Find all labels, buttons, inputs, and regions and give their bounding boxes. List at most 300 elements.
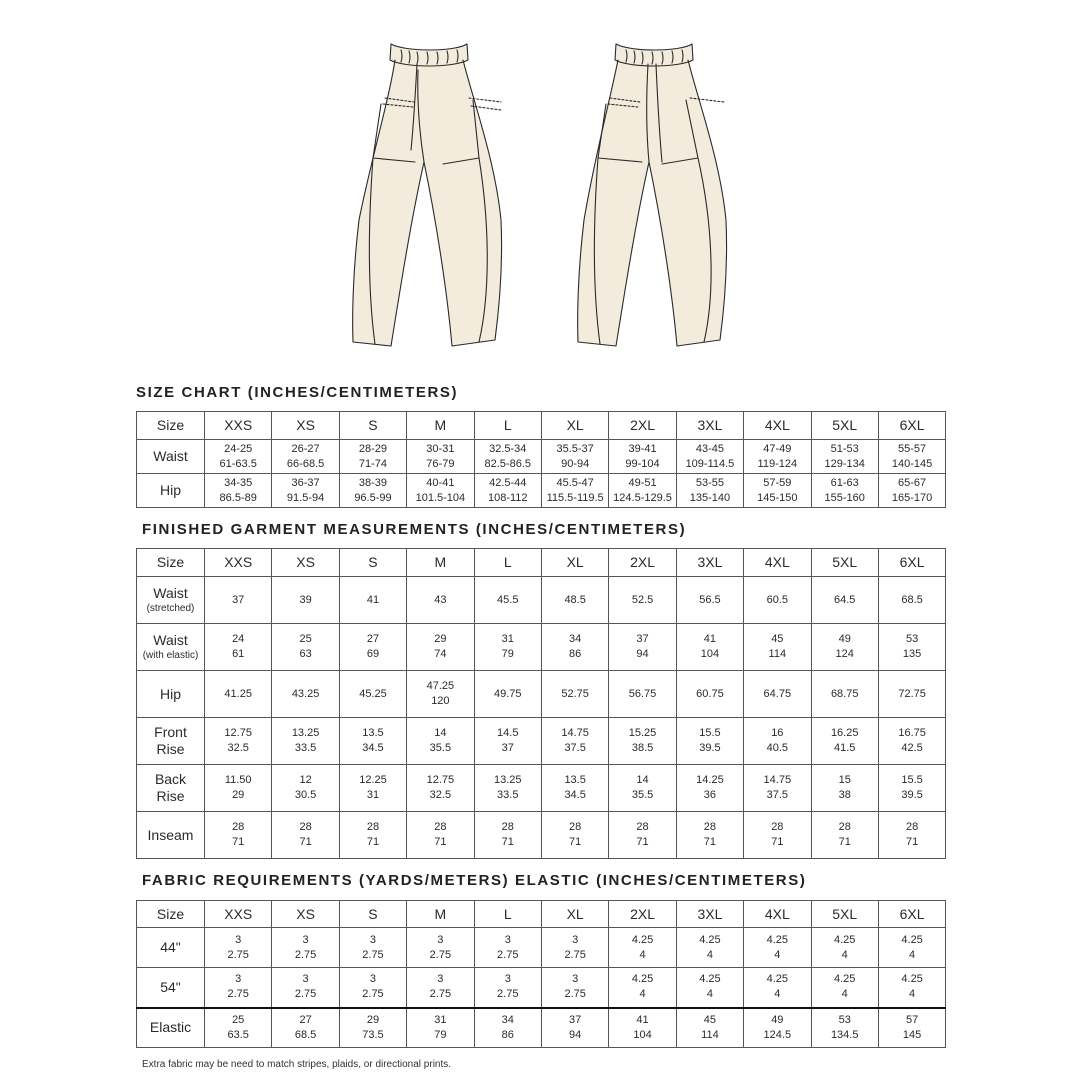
cell-imperial: 53 [838,1013,851,1026]
table-cell [272,1008,339,1048]
cell-imperial: 4.25 [631,933,654,946]
cell-metric: 35.5 [429,742,452,754]
table-cell [541,671,608,718]
cell-metric: 119-124 [757,457,798,470]
cell-metric: 94 [569,1028,582,1041]
cell-metric: 4 [774,988,781,1001]
cell-imperial: 3 [302,973,309,986]
row-label-sub: Rise [156,788,185,804]
size-header-xxs: XXS [205,901,272,928]
cell-imperial: 72.75 [898,687,926,700]
cell-metric: 145 [902,1028,922,1041]
cell-metric: 114 [701,1028,719,1041]
cell-imperial: 43.25 [291,687,320,700]
cell-metric: 71 [501,836,514,848]
table-cell [407,718,474,765]
table-cell [878,928,945,968]
table-cell [609,624,676,671]
cell-imperial: 68.75 [830,687,859,700]
cell-metric: 32.5 [227,742,249,754]
table-cell [407,624,474,671]
size-header-5xl: 5XL [811,412,878,440]
cell-metric: 4 [774,948,781,961]
size-header-xxs: XXS [205,412,272,440]
table-cell [541,718,608,765]
cell-imperial: 28-29 [358,442,388,455]
table-cell [407,474,474,508]
table-cell [811,928,878,968]
cell-metric: 124 [835,648,854,660]
cell-metric: 71 [636,836,649,848]
cell-imperial: 37 [569,1013,582,1026]
table-cell [205,718,272,765]
cell-imperial: 34 [501,1013,514,1026]
table-cell [205,765,272,812]
cell-metric: 39.5 [699,742,721,754]
table-cell [339,671,406,718]
footnote: Extra fabric may be need to match stripes, plaids, or directional prints. [142,1059,452,1070]
table-cell [744,928,811,968]
cell-imperial: 45.5 [497,593,519,606]
cell-imperial: 34 [569,633,582,645]
cell-imperial: 4.25 [766,973,789,986]
cell-imperial: 49.75 [493,687,522,700]
cell-metric: 34.5 [564,789,586,801]
table-cell [541,928,608,968]
cell-imperial: 37 [232,593,245,606]
table-row [137,671,946,718]
table-cell [609,765,676,812]
table-cell [811,718,878,765]
cell-imperial: 28 [232,821,245,833]
cell-metric: 96.5-99 [354,491,392,504]
cell-metric: 38 [838,789,851,801]
cell-imperial: 4.25 [901,933,923,946]
table-cell [339,765,406,812]
table-cell [676,928,743,968]
table-cell [272,474,339,508]
table-cell [541,765,608,812]
cell-imperial: 28 [636,821,649,833]
cell-metric: 4 [639,948,646,961]
table-row [137,577,946,624]
cell-imperial: 28 [501,821,514,833]
table-cell [744,718,811,765]
table-cell [205,968,272,1008]
cell-imperial: 16.25 [830,727,859,739]
cell-imperial: 24-25 [224,442,253,455]
header-row [137,412,946,440]
cell-metric: 2.75 [429,948,452,961]
cell-imperial: 15 [838,774,851,786]
cell-metric: 71 [366,836,380,848]
table-cell [474,474,541,508]
cell-imperial: 47.25 [426,680,455,692]
table-cell [407,577,474,624]
cell-imperial: 55-57 [898,442,927,455]
table-cell [878,765,945,812]
cell-imperial: 28 [299,821,312,833]
fabric-requirements-table [136,900,946,1048]
cell-imperial: 14.5 [497,727,519,739]
cell-imperial: 27 [299,1013,312,1026]
table-cell [609,1008,676,1048]
cell-imperial: 35.5-37 [556,442,594,455]
cell-metric: 90-94 [561,457,590,470]
cell-imperial: 3 [504,973,511,986]
cell-metric: 82.5-86.5 [484,457,531,470]
cell-imperial: 12.25 [359,774,387,786]
cell-imperial: 4.25 [901,973,923,986]
header-row [137,901,946,928]
cell-imperial: 3 [572,933,579,946]
cell-metric: 109-114.5 [685,457,735,470]
cell-imperial: 28 [703,821,717,833]
cell-imperial: 13.5 [362,727,384,739]
cell-metric: 4 [909,948,916,961]
table-cell [272,968,339,1008]
table-cell [744,624,811,671]
table-cell [272,928,339,968]
table-cell [541,812,608,859]
size-header-xl: XL [541,549,608,577]
cell-metric: 2.75 [564,948,586,961]
cell-metric: 71 [771,836,784,848]
cell-imperial: 16.75 [898,727,926,739]
table-cell [676,624,743,671]
cell-imperial: 3 [235,973,242,986]
cell-imperial: 3 [369,933,377,946]
cell-metric: 86 [569,648,582,660]
cell-imperial: 60.5 [766,593,789,606]
cell-metric: 69 [366,648,380,660]
table-cell [474,928,541,968]
table-cell [407,765,474,812]
table-cell [609,718,676,765]
cell-metric: 38.5 [631,742,654,754]
table-cell [205,474,272,508]
size-header-2xl: 2XL [609,901,676,928]
row-label-text: Waist [153,631,188,648]
cell-metric: 66-68.5 [286,457,325,470]
table-cell [811,765,878,812]
cell-imperial: 28 [838,821,851,833]
row-label-text: Hip [159,685,181,702]
table-cell [205,928,272,968]
size-header-5xl: 5XL [811,549,878,577]
size-chart-title: SIZE CHART (INCHES/CENTIMETERS) [136,384,459,401]
row-label [137,968,205,1008]
table-cell [272,440,339,474]
size-header-6xl: 6XL [878,412,945,440]
cell-metric: 2.75 [429,988,452,1001]
cell-metric: 31 [366,789,380,801]
table-row [137,765,946,812]
table-cell [609,577,676,624]
table-cell [609,812,676,859]
table-cell [205,624,272,671]
cell-imperial: 56.75 [628,687,657,700]
table-cell [878,624,945,671]
cell-metric: 104 [633,1028,652,1041]
cell-imperial: 26-27 [291,442,320,455]
cell-imperial: 38-39 [358,476,388,489]
table-cell [407,968,474,1008]
row-label [137,812,205,859]
table-cell [744,577,811,624]
header-row [137,549,946,577]
cell-imperial: 37 [636,633,649,645]
cell-imperial: 52.5 [631,593,654,606]
row-label [137,671,205,718]
cell-imperial: 40-41 [426,476,455,489]
table-row [137,968,946,1008]
cell-imperial: 53 [905,633,919,645]
cell-imperial: 30-31 [426,442,455,455]
table-cell [407,928,474,968]
cell-imperial: 60.75 [696,687,724,700]
cell-metric: 30.5 [294,789,317,801]
cell-imperial: 43-45 [695,442,724,455]
size-header-xs: XS [272,412,339,440]
cell-imperial: 43 [434,593,447,606]
table-cell [676,440,743,474]
table-cell [541,1008,608,1048]
size-header-l: L [474,901,541,928]
cell-metric: 71-74 [358,457,388,470]
table-cell [878,474,945,508]
cell-imperial: 64.75 [763,687,792,700]
size-header-4xl: 4XL [744,549,811,577]
table-cell [676,1008,743,1048]
table-cell [272,718,339,765]
table-cell [878,440,945,474]
table-cell [744,812,811,859]
table-cell [878,718,945,765]
cell-metric: 145-150 [757,491,798,504]
cell-metric: 33.5 [497,789,519,801]
cell-imperial: 12.75 [224,727,252,739]
cell-imperial: 14 [434,727,447,739]
cell-metric: 79 [434,1028,447,1041]
back-pants-illustration [570,40,740,352]
size-header-6xl: 6XL [878,549,945,577]
front-pants-illustration [345,40,515,352]
cell-imperial: 13.25 [493,774,522,786]
cell-imperial: 47-49 [763,442,792,455]
cell-metric: 79 [501,648,514,660]
cell-metric: 115.5-119.5 [546,491,604,504]
cell-imperial: 28 [366,821,380,833]
table-cell [205,440,272,474]
cell-imperial: 32.5-34 [489,442,527,455]
cell-metric: 140-145 [891,457,933,470]
size-header-xl: XL [541,901,608,928]
cell-imperial: 28 [905,821,919,833]
table-cell [744,474,811,508]
size-header-3xl: 3XL [676,549,743,577]
cell-metric: 4 [841,988,848,1001]
cell-imperial: 61-63 [830,476,859,489]
size-header-3xl: 3XL [676,412,743,440]
table-cell [205,812,272,859]
cell-imperial: 3 [504,933,511,946]
cell-imperial: 57 [905,1013,919,1026]
table-cell [339,928,406,968]
table-cell [339,474,406,508]
cell-metric: 101.5-104 [415,491,466,504]
size-header-s: S [339,901,406,928]
row-label [137,765,205,812]
cell-metric: 34.5 [362,742,384,754]
cell-metric: 155-160 [824,491,865,504]
table-cell [676,718,743,765]
row-label-text: Waist [153,448,188,464]
row-label [137,624,205,671]
row-label-text: Hip [159,482,181,498]
table-cell [811,968,878,1008]
table-cell [474,671,541,718]
table-cell [205,1008,272,1048]
size-chart-table [136,411,946,508]
cell-imperial: 29 [434,633,447,645]
cell-metric: 71 [569,836,582,848]
cell-imperial: 65-67 [898,476,927,489]
cell-metric: 63.5 [227,1028,249,1041]
cell-imperial: 39-41 [628,442,657,455]
cell-imperial: 41.25 [224,687,252,700]
table-cell [609,440,676,474]
size-header-s: S [339,412,406,440]
table-row [137,718,946,765]
cell-metric: 35.5 [631,789,654,801]
table-cell [676,812,743,859]
front-pants-icon [345,40,515,352]
cell-metric: 165-170 [891,491,933,504]
size-header-xs: XS [272,549,339,577]
cell-imperial: 49 [771,1013,784,1026]
cell-metric: 104 [700,648,720,660]
cell-metric: 29 [232,789,245,801]
table-cell [744,765,811,812]
cell-imperial: 31 [434,1013,447,1026]
cell-metric: 108-112 [487,491,528,504]
row-label-text: Elastic [149,1019,192,1036]
cell-metric: 39.5 [901,789,923,801]
finished-measurements-table [136,548,946,859]
size-header-label: Size [137,412,205,440]
row-label-text: 54" [160,978,181,995]
cell-imperial: 4.25 [699,933,721,946]
table-cell [676,968,743,1008]
table-row [137,1008,946,1048]
table-cell [744,440,811,474]
cell-imperial: 3 [302,933,309,946]
table-cell [474,812,541,859]
table-cell [339,440,406,474]
row-label-sub: (with elastic) [142,649,199,661]
cell-imperial: 28 [569,821,582,833]
cell-imperial: 49 [838,633,851,645]
cell-metric: 40.5 [766,742,789,754]
fabric-requirements-title: FABRIC REQUIREMENTS (YARDS/METERS) ELASTIC (INCHES/CENTIMETERS) [142,872,807,889]
table-cell [744,1008,811,1048]
cell-metric: 2.75 [362,988,384,1001]
back-pants-icon [570,40,740,352]
table-cell [541,577,608,624]
cell-metric: 32.5 [429,789,452,801]
table-cell [339,812,406,859]
table-cell [878,1008,945,1048]
cell-imperial: 28 [771,821,784,833]
cell-imperial: 3 [235,933,242,946]
cell-metric: 86 [501,1028,514,1041]
cell-imperial: 13.5 [564,774,586,786]
cell-imperial: 27 [366,633,380,645]
table-cell [474,440,541,474]
cell-imperial: 41 [366,593,380,606]
cell-imperial: 68.5 [901,593,923,606]
table-cell [609,474,676,508]
row-label [137,1008,205,1048]
cell-metric: 2.75 [362,948,384,961]
cell-metric: 135-140 [689,491,731,504]
table-cell [811,440,878,474]
table-cell [878,577,945,624]
cell-metric: 2.75 [227,948,249,961]
cell-metric: 86.5-89 [219,491,257,504]
cell-imperial: 3 [369,973,377,986]
row-label-text: Inseam [147,826,194,843]
table-cell [272,671,339,718]
table-cell [474,624,541,671]
size-header-m: M [407,901,474,928]
cell-imperial: 28 [434,821,447,833]
table-cell [474,1008,541,1048]
cell-metric: 99-104 [625,457,660,470]
table-cell [676,765,743,812]
cell-metric: 37.5 [766,789,789,801]
table-cell [676,671,743,718]
cell-imperial: 4.25 [834,973,856,986]
cell-imperial: 36-37 [291,476,320,489]
cell-metric: 134.5 [830,1028,859,1041]
size-header-5xl: 5XL [811,901,878,928]
cell-imperial: 51-53 [830,442,859,455]
cell-imperial: 11.50 [224,774,252,786]
table-cell [878,968,945,1008]
size-header-3xl: 3XL [676,901,743,928]
cell-imperial: 25 [232,1013,245,1026]
table-cell [811,577,878,624]
cell-imperial: 24 [232,633,245,645]
cell-metric: 71 [299,836,312,848]
cell-metric: 74 [434,648,447,660]
cell-imperial: 56.5 [699,593,721,606]
size-header-2xl: 2XL [609,412,676,440]
table-cell [339,718,406,765]
cell-imperial: 48.5 [564,593,586,606]
cell-imperial: 45.25 [359,687,387,700]
table-cell [541,474,608,508]
cell-metric: 63 [299,648,312,660]
size-header-xl: XL [541,412,608,440]
table-cell [541,968,608,1008]
size-header-label: Size [137,549,205,577]
table-cell [474,577,541,624]
cell-metric: 135 [902,648,922,660]
cell-metric: 61-63.5 [219,457,257,470]
